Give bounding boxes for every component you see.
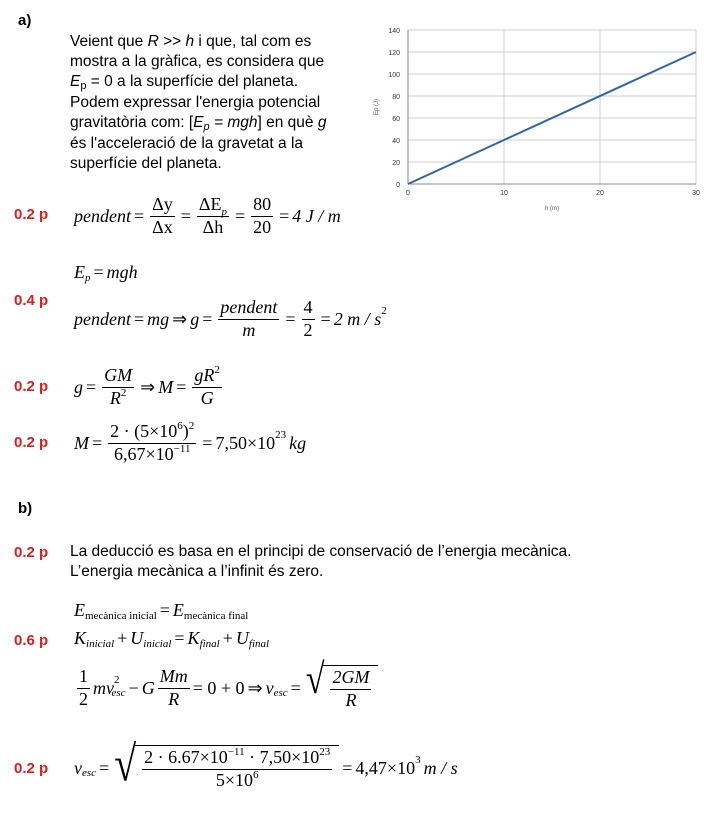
- x-tick-label: 10: [500, 190, 508, 197]
- part-b-label: b): [18, 500, 33, 517]
- frac-num: 80: [251, 195, 273, 217]
- y-axis-label: Ep (J): [374, 98, 380, 116]
- points-badge: 0.2 p: [14, 760, 49, 777]
- points-badge: 0.6 p: [14, 632, 49, 649]
- sqrt-symbol: √ $\frac{2 \cdot 6.67\times 10^{-11} \cdot 7,50\times 10^{23}}{5\times 10^6}$: [114, 745, 339, 791]
- part-b-text: [70, 542, 571, 582]
- y-tick-label: 140: [388, 28, 400, 35]
- intro-line: Podem expressar l'energia potencial: [70, 94, 321, 111]
- sqrt-symbol: √ $\frac{2GM}{R}$: [306, 665, 379, 711]
- frac-den: Δx: [152, 216, 173, 237]
- kinetic-potential-equation: K inicial + U inicial = K final + U final: [74, 628, 270, 650]
- gravity-from-slope-equation: pendent = mg ⇒ g = $\frac{\text{pendent}}{m}$ = $\frac{4}{2}$ = 2 m / s 2: [74, 296, 387, 340]
- frac-den: Δh: [202, 216, 224, 237]
- text-line: L’energia mecànica a l’infinit és zero.: [70, 563, 324, 580]
- frac-num: Δy: [150, 195, 175, 217]
- y-tick-label: 80: [392, 94, 400, 101]
- energy-conservation-equation: E mecànica inicial = E mecànica final: [74, 600, 249, 622]
- slope-result: 4 J / m: [292, 205, 341, 226]
- frac-num: $2 \cdot (5\times 10^6)^2$: [108, 422, 196, 444]
- frac-num: 4: [302, 298, 315, 320]
- intro-line: Veient que R >> h i que, tal com es: [70, 33, 312, 50]
- frac-num: 1: [77, 667, 90, 689]
- intro-line: és l'acceleració de la gravetat a la: [70, 135, 304, 152]
- y-tick-label: 60: [392, 116, 400, 123]
- slope-label: pendent: [74, 205, 131, 226]
- y-tick-label: 40: [392, 138, 400, 145]
- text-line: La deducció es basa en el principi de conservació de l’energia mecànica.: [70, 543, 572, 560]
- points-badge: 0.2 p: [14, 206, 49, 223]
- intro-line: superfície del planeta.: [70, 155, 222, 172]
- x-tick-label: 30: [692, 190, 700, 197]
- frac-num: $\Delta E_p$: [198, 193, 227, 218]
- x-axis-label: h (m): [545, 206, 559, 212]
- energy-height-chart: [360, 22, 710, 222]
- frac-num: Mm: [158, 667, 190, 689]
- frac-num: GM: [102, 366, 134, 388]
- frac-den: $R^2$: [109, 386, 127, 408]
- points-badge: 0.2 p: [14, 378, 49, 395]
- x-tick-label: 20: [596, 190, 604, 197]
- frac-den: 2: [303, 319, 313, 340]
- escape-velocity-derivation: $\frac{1}{2}$ mv 2 esc − G $\frac{Mm}{R}$ = 0 + 0 ⇒ v esc = √ $\frac{2GM}{R}$: [74, 662, 378, 714]
- x-tick-label: 0: [406, 190, 410, 197]
- y-tick-label: 120: [388, 50, 400, 57]
- frac-den: G: [200, 387, 214, 408]
- intro-line: Ep = 0 a la superfície del planeta.: [70, 73, 299, 92]
- part-a-label: a): [18, 12, 32, 29]
- frac-den: R: [168, 688, 180, 709]
- frac-den: 2: [79, 688, 88, 709]
- slope-equation: pendent = $\frac{\Delta y}{\Delta x}$ = $\frac{\Delta E_p}{\Delta h}$ = $\frac{80}{20}$ = 4 J / m: [74, 193, 341, 237]
- frac-den: 20: [253, 216, 272, 237]
- escape-velocity-result: v esc = √ $\frac{2 \cdot 6.67\times 10^{-11} \cdot 7,50\times 10^{23}}{5\times 10^6}$ = 4,47×10 3 m / s: [74, 735, 458, 793]
- points-badge: 0.2 p: [14, 434, 49, 451]
- frac-num: 2GM: [330, 668, 371, 690]
- points-badge: 0.2 p: [14, 544, 49, 561]
- frac-den: $5\times 10^6$: [215, 769, 259, 790]
- y-tick-label: 20: [392, 160, 400, 167]
- y-tick-label: 0: [396, 182, 400, 189]
- frac-num: $gR^2$: [192, 366, 222, 388]
- ep-definition: E p = mgh: [74, 262, 138, 284]
- points-badge: 0.4 p: [14, 292, 49, 309]
- part-a-intro: [70, 32, 368, 174]
- y-tick-label: 100: [388, 72, 400, 79]
- mass-result-equation: M = $\frac{2 \cdot (5\times 10^6)^2}{6,67\times 10^{-11}}$ = 7,50×10 23 kg: [74, 419, 307, 464]
- frac-num: pendent: [218, 298, 279, 320]
- mass-formula-equation: g = $\frac{GM}{R^2}$ ⇒ M = $\frac{gR^2}{G}$: [74, 363, 220, 408]
- frac-num: $2 \cdot 6.67\times 10^{-11} \cdot 7,50\times 10^{23}$: [142, 748, 332, 770]
- frac-den: m: [242, 319, 256, 340]
- frac-den: $6,67\times 10^{-11}$: [114, 442, 191, 464]
- intro-line: gravitatòria com: [Ep = mgh] en què g: [70, 114, 327, 133]
- frac-den: R: [345, 690, 357, 710]
- intro-line: mostra a la gràfica, es considera que: [70, 53, 325, 70]
